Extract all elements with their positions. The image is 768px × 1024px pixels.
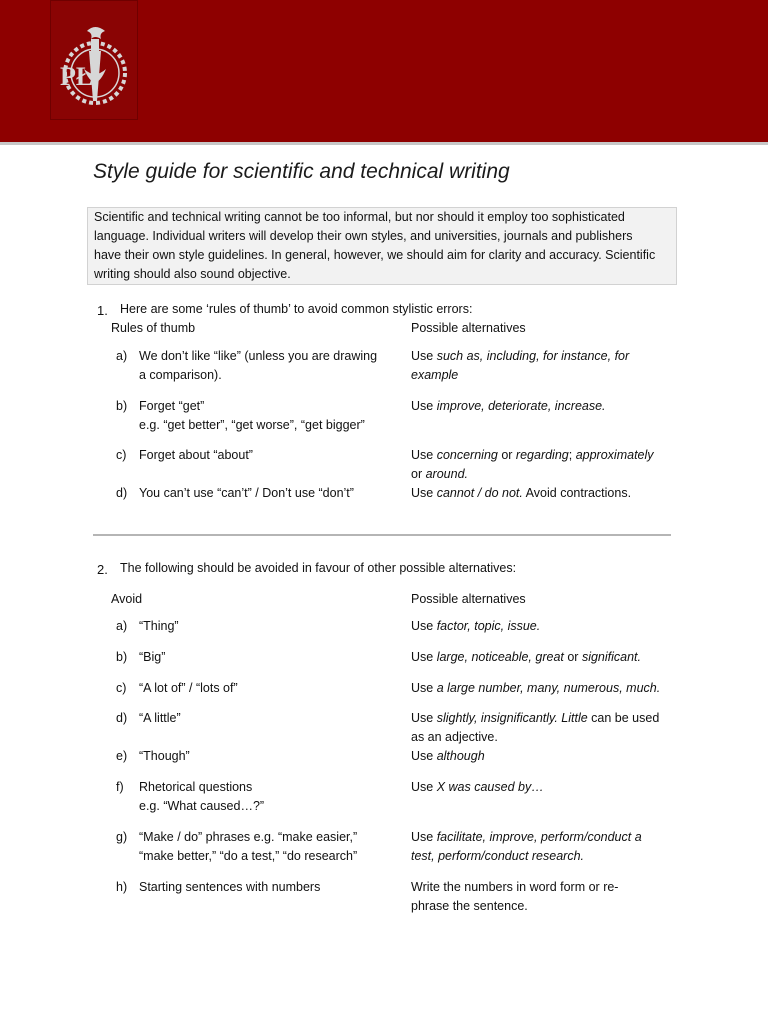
header-divider — [0, 142, 768, 145]
text-line: Forget “get” — [139, 399, 205, 413]
text-run: Use — [411, 650, 437, 664]
intro-box — [87, 207, 677, 285]
text-line: “A little” — [139, 711, 181, 725]
section-divider — [93, 534, 671, 536]
text-line — [411, 847, 584, 866]
text-line: Starting sentences with numbers — [139, 880, 321, 894]
text-run: around. — [425, 467, 468, 481]
text-run: Use — [411, 448, 437, 462]
page-title: Style guide for scientific and technical writing — [93, 160, 510, 183]
section-number: 1. — [97, 303, 108, 318]
text-run: example — [411, 368, 459, 382]
text-line: a) — [116, 349, 128, 363]
text-line: “Make / do” phrases e.g. “make easier,” — [139, 830, 358, 844]
text-run: have their own style guidelines. In general, however, we should aim for — [94, 248, 489, 262]
text-run: Use — [411, 349, 437, 363]
column-header-left: Avoid — [111, 592, 143, 606]
text-line: h) — [116, 880, 128, 894]
text-line: Write the numbers in word form or re- — [411, 880, 619, 894]
text-line — [411, 366, 458, 385]
column-header-right: Possible alternatives — [411, 321, 526, 335]
text-run: Use — [411, 399, 437, 413]
text-line: phrase the sentence. — [411, 899, 528, 913]
text-run: Use — [411, 486, 437, 500]
text-run: concerning — [436, 448, 498, 462]
text-line — [411, 648, 641, 667]
section-intro: The following should be avoided in favour of other possible alternatives: — [120, 561, 517, 575]
column-header-left: Rules of thumb — [111, 321, 196, 335]
text-line — [411, 828, 642, 847]
text-line: f) — [116, 780, 124, 794]
text-run: Use — [411, 830, 437, 844]
text-line — [411, 484, 631, 503]
text-line: e.g. “get better”, “get worse”, “get bigger” — [139, 418, 365, 432]
text-run: Use — [411, 749, 437, 763]
text-line — [411, 778, 544, 797]
text-line: “make better,” “do a test,” “do research” — [139, 849, 358, 863]
text-line: e.g. “What caused…?” — [139, 799, 265, 813]
text-run: . — [287, 267, 291, 281]
text-run: regarding — [515, 448, 569, 462]
text-line: “A lot of” / “lots of” — [139, 681, 238, 695]
text-line — [411, 747, 485, 766]
text-run: facilitate, improve, perform/conduct a — [436, 830, 642, 844]
logo-emblem-icon — [51, 1, 139, 121]
text-line — [411, 347, 629, 366]
keyword-objective: objective — [237, 267, 288, 281]
text-line: c) — [116, 448, 127, 462]
intro-line-4 — [94, 265, 670, 284]
text-run: Avoid contractions. — [522, 486, 632, 500]
text-run: factor, topic, issue. — [436, 619, 541, 633]
text-run: such as, including, for instance, for — [436, 349, 630, 363]
text-run: significant. — [581, 650, 641, 664]
column-header-right: Possible alternatives — [411, 592, 526, 606]
text-run: improve, deteriorate, increase. — [436, 399, 606, 413]
intro-line-1: Scientific and technical writing cannot be too informal, but nor should it employ too sophisticated — [94, 210, 625, 224]
intro-line-3 — [94, 246, 670, 265]
section-intro: Here are some ‘rules of thumb’ to avoid common stylistic errors: — [120, 302, 473, 316]
keyword-clarity: clarity — [488, 248, 522, 262]
text-run: a large number, many, numerous, much. — [436, 681, 661, 695]
text-run: cannot / do not. — [436, 486, 523, 500]
text-line: c) — [116, 681, 127, 695]
text-line: “Big” — [139, 650, 166, 664]
text-run: writing should also sound — [94, 267, 238, 281]
text-line: d) — [116, 711, 128, 725]
text-run: can be used — [587, 711, 660, 725]
keyword-accuracy: accuracy — [549, 248, 599, 262]
text-run: X was caused by… — [436, 780, 544, 794]
text-line — [411, 397, 606, 416]
text-run: slightly, insignificantly. Little — [436, 711, 588, 725]
text-run: Use — [411, 711, 437, 725]
university-logo — [50, 0, 138, 120]
text-line: as an adjective. — [411, 730, 498, 744]
text-line: a comparison). — [139, 368, 222, 382]
text-run: ; — [568, 448, 576, 462]
text-line — [411, 465, 468, 484]
text-line: “Though” — [139, 749, 190, 763]
text-run: although — [436, 749, 485, 763]
text-line: Forget about “about” — [139, 448, 253, 462]
text-line — [411, 446, 654, 465]
text-run: Use — [411, 780, 437, 794]
text-line: You can’t use “can’t” / Don’t use “don’t” — [139, 486, 354, 500]
text-run: or — [411, 467, 426, 481]
text-run: Use — [411, 619, 437, 633]
text-line: Rhetorical questions — [139, 780, 253, 794]
text-run: Use — [411, 681, 437, 695]
text-run: large, noticeable, great — [436, 650, 564, 664]
text-line: b) — [116, 650, 128, 664]
text-line: “Thing” — [139, 619, 179, 633]
text-line — [411, 709, 659, 728]
text-run: and — [521, 248, 550, 262]
text-run: or — [563, 650, 582, 664]
text-line: e) — [116, 749, 128, 763]
text-line: a) — [116, 619, 128, 633]
text-run: test, perform/conduct research. — [411, 849, 584, 863]
text-line: g) — [116, 830, 128, 844]
text-line — [411, 617, 540, 636]
intro-line-2: language. Individual writers will develop their own styles, and universities, journals and publishers — [94, 229, 633, 243]
text-line: We don’t like “like” (unless you are drawing — [139, 349, 378, 363]
text-run: approximately — [575, 448, 654, 462]
text-run: . Scientific — [598, 248, 656, 262]
text-line: b) — [116, 399, 128, 413]
text-line — [411, 679, 660, 698]
svg-text:PŁ: PŁ — [60, 62, 94, 91]
section-number: 2. — [97, 562, 108, 577]
text-line: d) — [116, 486, 128, 500]
text-run: or — [497, 448, 516, 462]
